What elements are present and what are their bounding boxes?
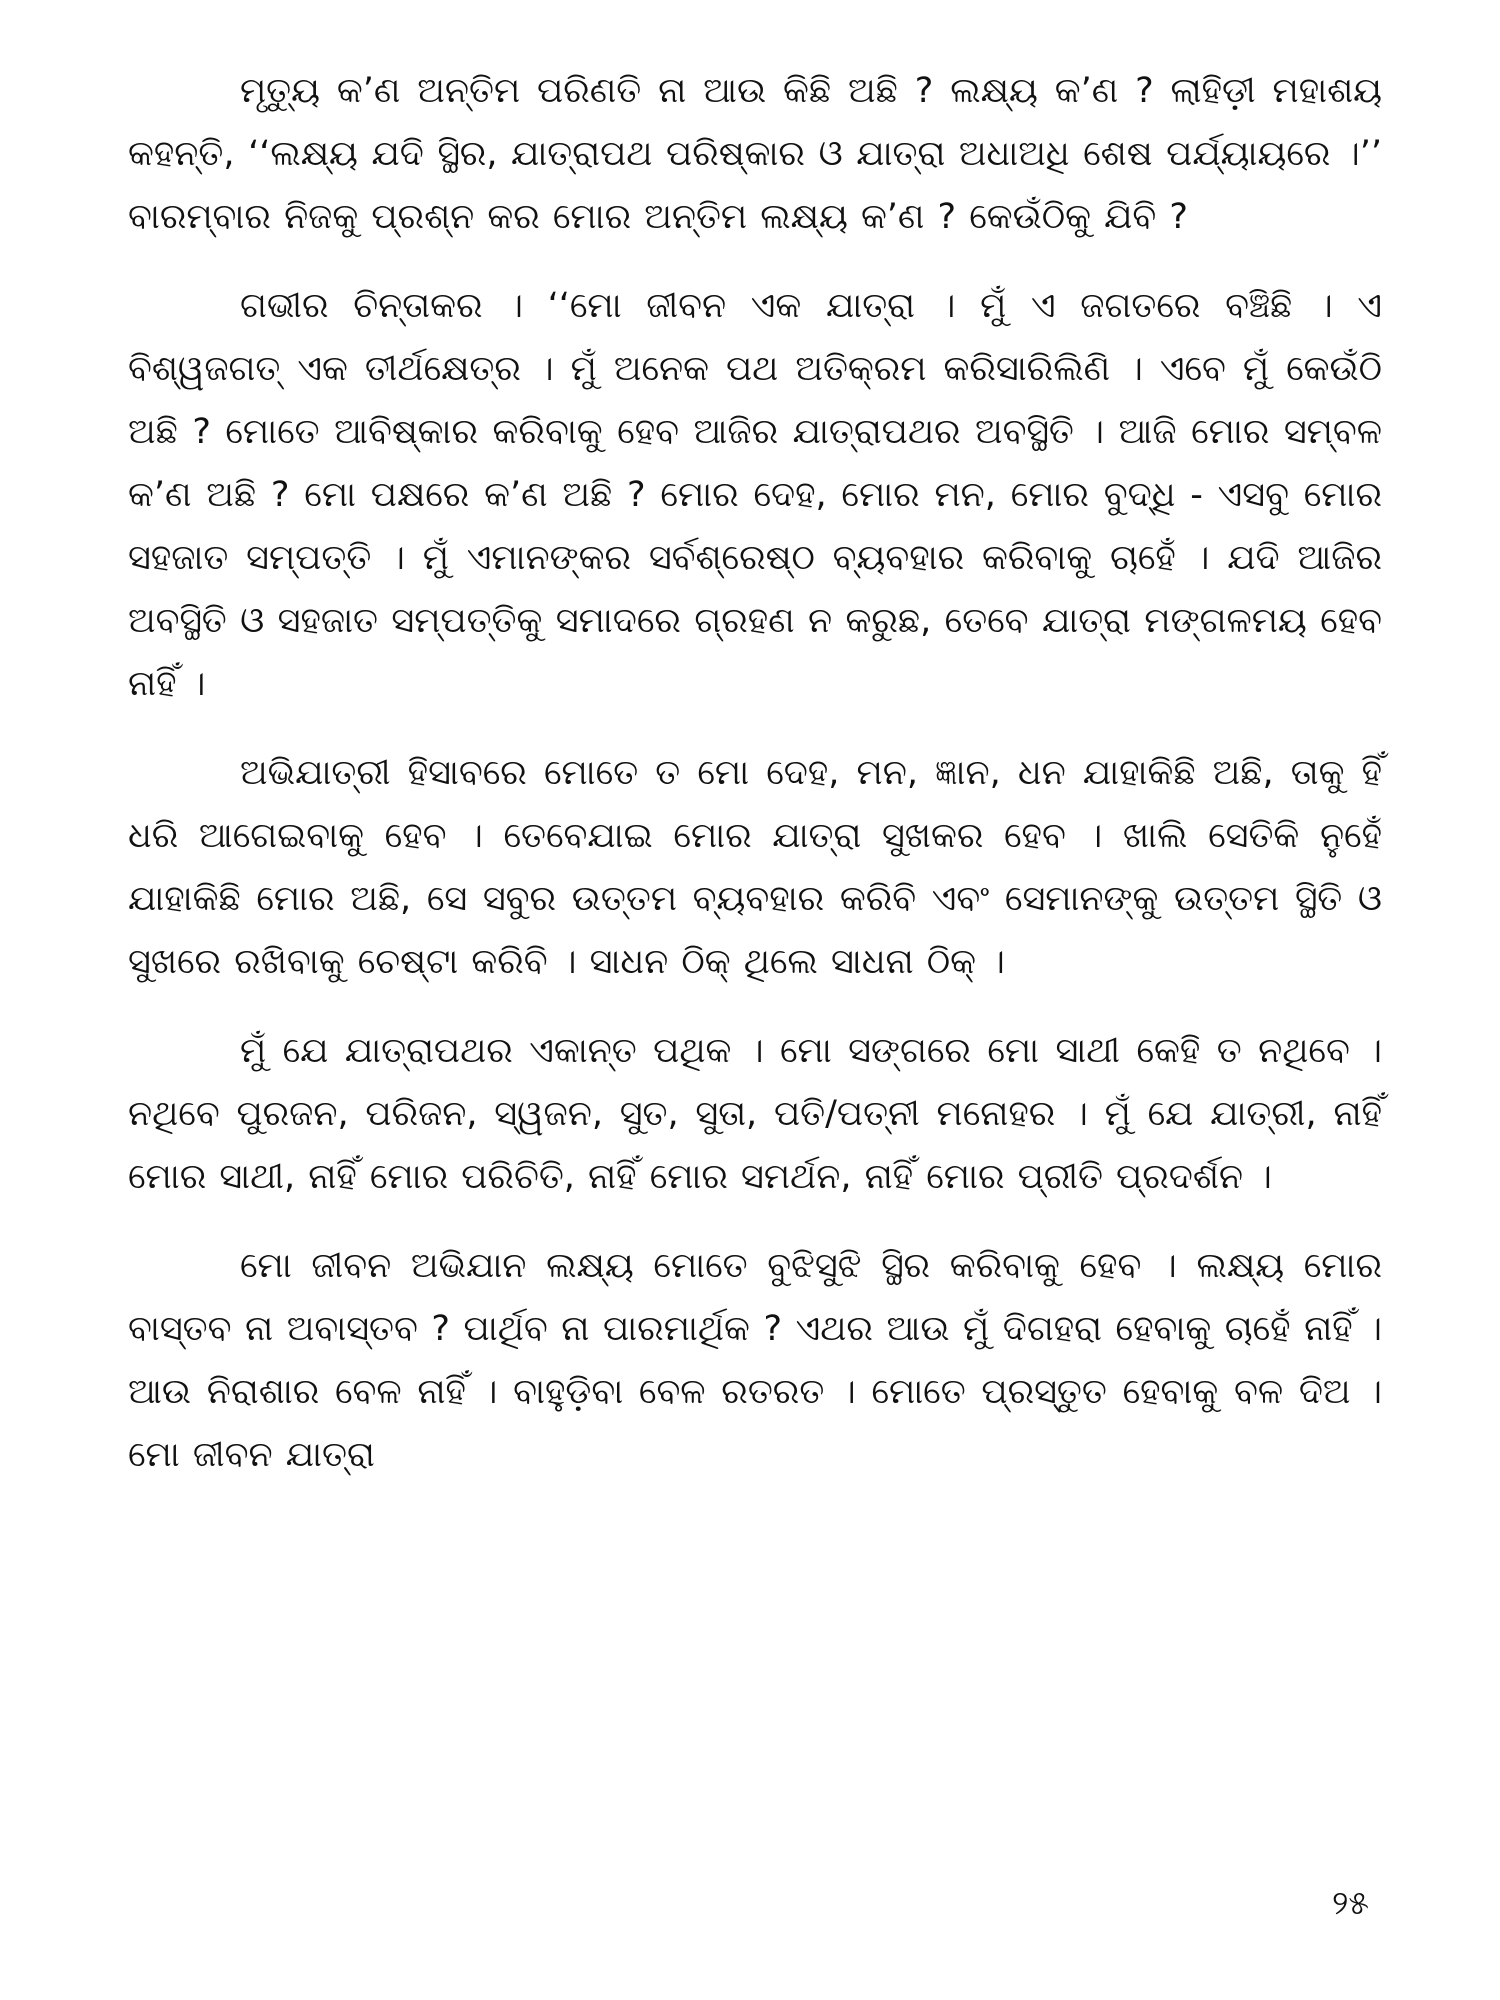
paragraph-2: ଗଭୀର ଚିନ୍ତାକର । ‘‘ମୋ ଜୀବନ ଏକ ଯାତ୍ରା । ମୁଁ ଏ ଜଗତରେ ବଞ୍ଚିଛି । ଏ ବିଶ୍ୱଜଗତ୍ ଏକ ତୀର୍ଥକ୍ଷେତ୍ର । ମୁଁ ଅନେକ ପଥ ଅତିକ୍ରମ କରିସାରିଲିଣି । ଏବେ ମୁଁ କେଉଁଠି ଅଛି ? ମୋତେ ଆବିଷ୍କାର କରିବାକୁ ହେବ ଆଜିର ଯାତ୍ରାପଥର ଅବସ୍ଥିତି । ଆଜି ମୋର ସମ୍ବଳ କ’ଣ ଅଛି ? ମୋ ପକ୍ଷରେ କ’ଣ ଅଛି ? ମୋର ଦେହ, ମୋର ମନ, ମୋର ବୁଦ୍ଧି - ଏସବୁ ମୋର ସହଜାତ ସମ୍ପତ୍ତି । ମୁଁ ଏମାନଙ୍କର ସର୍ବଶ୍ରେଷ୍ଠ ବ୍ୟବହାର କରିବାକୁ ଚାହେଁ । ଯଦି ଆଜିର ଅବସ୍ଥିତି ଓ ସହଜାତ ସମ୍ପତ୍ତିକୁ ସମାଦରେ ଗ୍ରହଣ ନ କରୁଛ, ତେବେ ଯାତ୍ରା ମଙ୍ଗଳମୟ ହେବ ନାହିଁ ।	[128, 286, 1382, 704]
paragraph-4: ମୁଁ ଯେ ଯାତ୍ରାପଥର ଏକାନ୍ତ ପଥିକ । ମୋ ସଙ୍ଗରେ ମୋ ସାଥୀ କେହି ତ ନଥିବେ । ନଥିବେ ପୁରଜନ, ପରିଜନ, ସ୍ୱଜନ, ସୁତ, ସୁତା, ପତି/ପତ୍ନୀ ମନୋହର । ମୁଁ ଯେ ଯାତ୍ରୀ, ନାହିଁ ମୋର ସାଥୀ, ନାହିଁ ମୋର ପରିଚିତି, ନାହିଁ ମୋର ସମର୍ଥନ, ନାହିଁ ମୋର ପ୍ରୀତି ପ୍ରଦର୍ଶନ ।	[128, 1031, 1382, 1197]
paragraph-3: ଅଭିଯାତ୍ରୀ ହିସାବରେ ମୋତେ ତ ମୋ ଦେହ, ମନ, ଜ୍ଞାନ, ଧନ ଯାହାକିଛି ଅଛି, ତାକୁ ହିଁ ଧରି ଆଗେଇବାକୁ ହେବ । ତେବେଯାଇ ମୋର ଯାତ୍ରା ସୁଖକର ହେବ । ଖାଲି ସେତିକି ନୁହେଁ ଯାହାକିଛି ମୋର ଅଛି, ସେ ସବୁର ଉତ୍ତମ ବ୍ୟବହାର କରିବି ଏବଂ ସେମାନଙ୍କୁ ଉତ୍ତମ ସ୍ଥିତି ଓ ସୁଖରେ ରଖିବାକୁ ଚେଷ୍ଟା କରିବି । ସାଧନ ଠିକ୍ ଥିଲେ ସାଧନା ଠିକ୍ ।	[128, 753, 1382, 982]
paragraph-1: ମୃତ୍ୟୁ କ’ଣ ଅନ୍ତିମ ପରିଣତି ନା ଆଉ କିଛି ଅଛି ? ଲକ୍ଷ୍ୟ କ’ଣ ? ଲାହିଡ଼ୀ ମହାଶୟ କହନ୍ତି, ‘‘ଲକ୍ଷ୍ୟ ଯଦି ସ୍ଥିର, ଯାତ୍ରାପଥ ପରିଷ୍କାର ଓ ଯାତ୍ରା ଅଧାଅଧି ଶେଷ ପର୍ଯ୍ୟାୟରେ ।’’ ବାରମ୍ବାର ନିଜକୁ ପ୍ରଶ୍ନ କର ମୋର ଅନ୍ତିମ ଲକ୍ଷ୍ୟ କ’ଣ ? କେଉଁଠିକୁ ଯିବି ?	[128, 71, 1382, 237]
paragraph-5: ମୋ ଜୀବନ ଅଭିଯାନ ଲକ୍ଷ୍ୟ ମୋତେ ବୁଝିସୁଝି ସ୍ଥିର କରିବାକୁ ହେବ । ଲକ୍ଷ୍ୟ ମୋର ବାସ୍ତବ ନା ଅବାସ୍ତବ ? ପାର୍ଥିବ ନା ପାରମାର୍ଥିକ ? ଏଥର ଆଉ ମୁଁ ଦିଗହରା ହେବାକୁ ଚାହେଁ ନାହିଁ । ଆଉ ନିରାଶାର ବେଳ ନାହିଁ । ବାହୁଡ଼ିବା ବେଳ ରତରତ । ମୋତେ ପ୍ରସ୍ତୁତ ହେବାକୁ ବଳ ଦିଅ । ମୋ ଜୀବନ ଯାତ୍ରା	[128, 1246, 1382, 1475]
body-text	[128, 60, 1382, 1487]
page-number: ୨୫	[1332, 1883, 1370, 1922]
